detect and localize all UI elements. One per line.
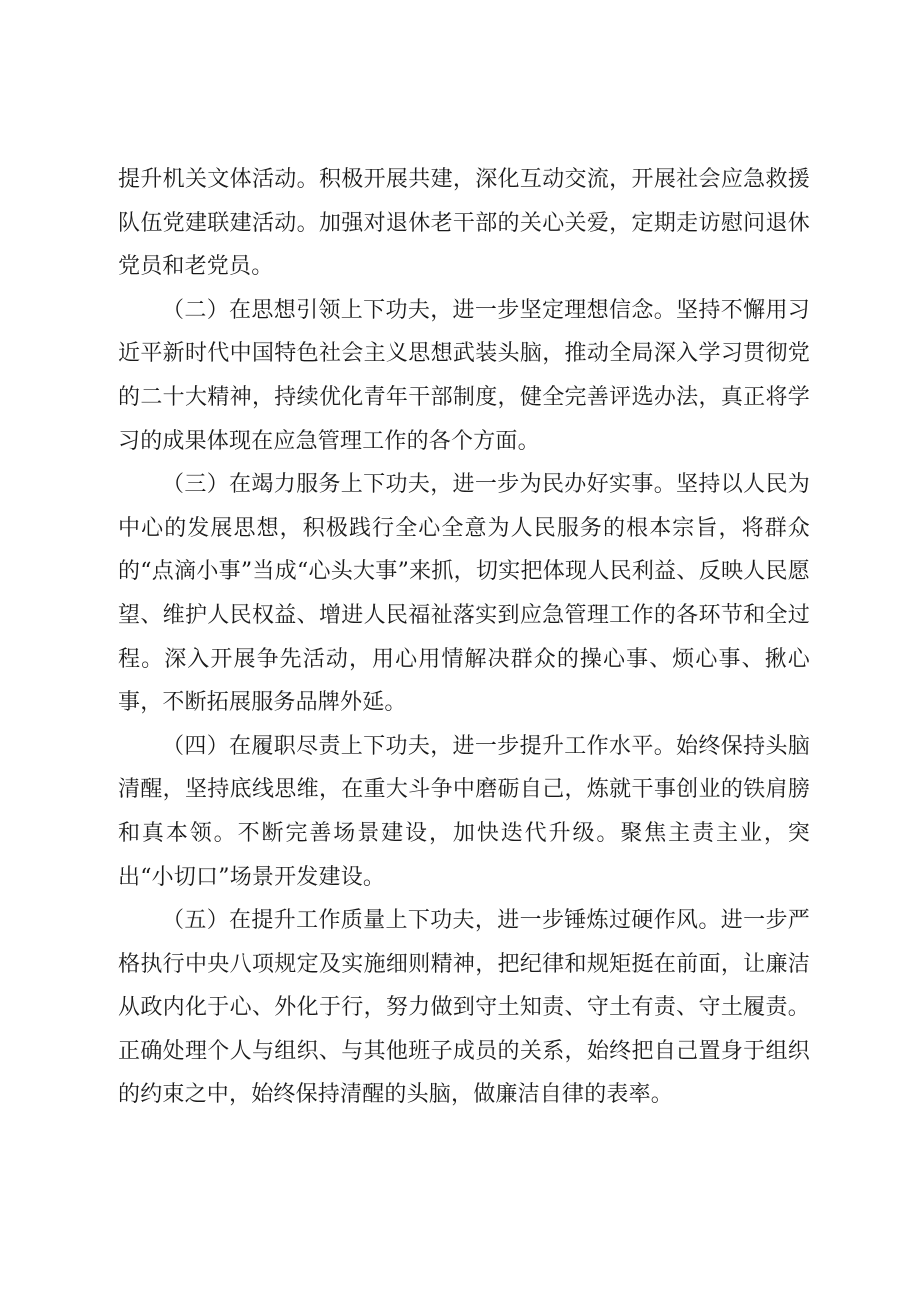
paragraph-continuation: 提升机关文体活动。积极开展共建，深化互动交流，开展社会应急救援队伍党建联建活动。加强对退休老干部的关心关爱，定期走访慰问退休党员和老党员。 (118, 167, 810, 280)
document-body (118, 158, 810, 1117)
paragraph-section-2: （二）在思想引领上下功夫，进一步坚定理想信念。坚持不懈用习近平新时代中国特色社会主义思想武装头脑，推动全局深入学习贯彻党的二十大精神，持续优化青年干部制度，健全完善评选办法，真正将学习的成果体现在应急管理工作的各个方面。 (118, 297, 810, 454)
paragraph-section-3: （三）在竭力服务上下功夫，进一步为民办好实事。坚持以人民为中心的发展思想，积极践行全心全意为人民服务的根本宗旨，将群众的“点滴小事”当成“心头大事”来抓，切实把体现人民利益、反映人民愿望、维护人民权益、增进人民福祉落实到应急管理工作的各环节和全过程。深入开展争先活动，用心用情解决群众的操心事、烦心事、揪心事，不断拓展服务品牌外延。 (118, 472, 810, 716)
paragraph-section-4: （四）在履职尽责上下功夫，进一步提升工作水平。始终保持头脑清醒，坚持底线思维，在重大斗争中磨砺自己，炼就干事创业的铁肩膀和真本领。不断完善场景建设，加快迭代升级。聚焦主责主业，突出“小切口”场景开发建设。 (118, 733, 810, 890)
paragraph-section-5: （五）在提升工作质量上下功夫，进一步锤炼过硬作风。进一步严格执行中央八项规定及实施细则精神，把纪律和规矩挺在前面，让廉洁从政内化于心、外化于行，努力做到守土知责、守土有责、守土履责。正确处理个人与组织、与其他班子成员的关系，始终把自己置身于组织的约束之中，始终保持清醒的头脑，做廉洁自律的表率。 (118, 908, 810, 1108)
